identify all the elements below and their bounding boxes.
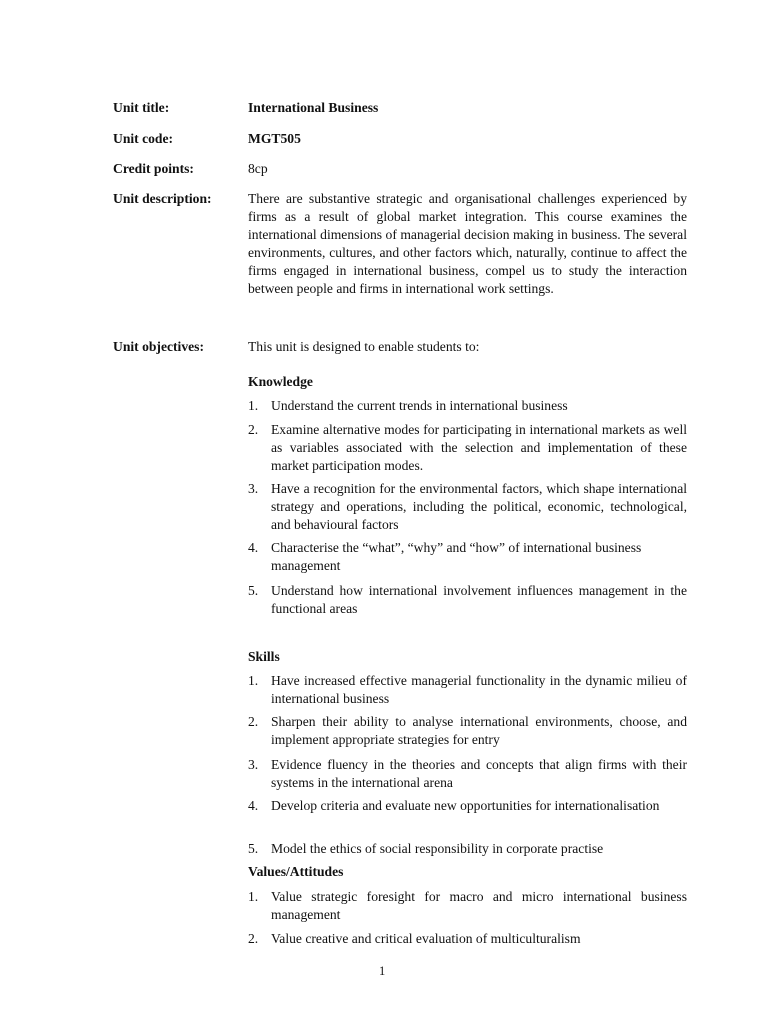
- unit-description-label: Unit description:: [113, 191, 212, 206]
- knowledge-heading: Knowledge: [248, 374, 313, 389]
- skills-heading: Skills: [248, 649, 280, 664]
- unit-title-label: Unit title:: [113, 100, 170, 115]
- item-number: 1.: [248, 673, 259, 688]
- item-text: Value strategic foresight for macro and micro international business management: [271, 889, 687, 922]
- credit-points-value: 8cp: [248, 161, 268, 176]
- item-number: 2.: [248, 422, 259, 437]
- unit-code-label: Unit code:: [113, 131, 174, 146]
- item-text: Understand the current trends in international business: [271, 398, 568, 413]
- item-text: Have a recognition for the environmental factors, which shape international strategy and operations, including the political, economic, technological, and behavioural factors: [271, 481, 687, 532]
- values-attitudes-heading: Values/Attitudes: [248, 864, 344, 879]
- item-text: Evidence fluency in the theories and concepts that align firms with their systems in the international arena: [271, 757, 687, 790]
- page-number: 1: [379, 964, 386, 978]
- item-text: Model the ethics of social responsibility in corporate practise: [271, 841, 604, 856]
- unit-objectives-intro: This unit is designed to enable students to:: [248, 339, 480, 354]
- item-text: Develop criteria and evaluate new opportunities for internationalisation: [271, 798, 660, 813]
- item-number: 2.: [248, 931, 259, 946]
- item-number: 3.: [248, 757, 259, 772]
- item-number: 2.: [248, 714, 259, 729]
- item-number: 4.: [248, 540, 259, 555]
- item-number: 3.: [248, 481, 259, 496]
- item-text: Understand how international involvement influences management in the functional areas: [271, 583, 687, 616]
- item-text: Characterise the “what”, “why” and “how” of international business management: [271, 540, 642, 573]
- item-text: Sharpen their ability to analyse international environments, choose, and implement appropriate strategies for entry: [271, 714, 687, 747]
- item-number: 5.: [248, 583, 259, 598]
- item-number: 1.: [248, 398, 259, 413]
- unit-objectives-label: Unit objectives:: [113, 339, 204, 354]
- credit-points-label: Credit points:: [113, 161, 194, 176]
- item-text: Have increased effective managerial functionality in the dynamic milieu of international business: [271, 673, 687, 706]
- item-text: Value creative and critical evaluation of multiculturalism: [271, 931, 581, 946]
- unit-code-value: MGT505: [248, 131, 301, 146]
- unit-description-text: There are substantive strategic and organisational challenges experienced by firms as a result of global market integration. This course examines the international dimensions of managerial decision making in business. The several environments, cultures, and other factors which, naturally, continue to affect the firms engaged in international business, compel us to study the interaction between people and firms in international work settings.: [248, 191, 687, 296]
- item-number: 4.: [248, 798, 259, 813]
- unit-title-value: International Business: [248, 100, 379, 115]
- item-text: Examine alternative modes for participating in international markets as well as variables associated with the selection and implementation of these market participation modes.: [271, 422, 687, 473]
- item-number: 1.: [248, 889, 259, 904]
- item-number: 5.: [248, 841, 259, 856]
